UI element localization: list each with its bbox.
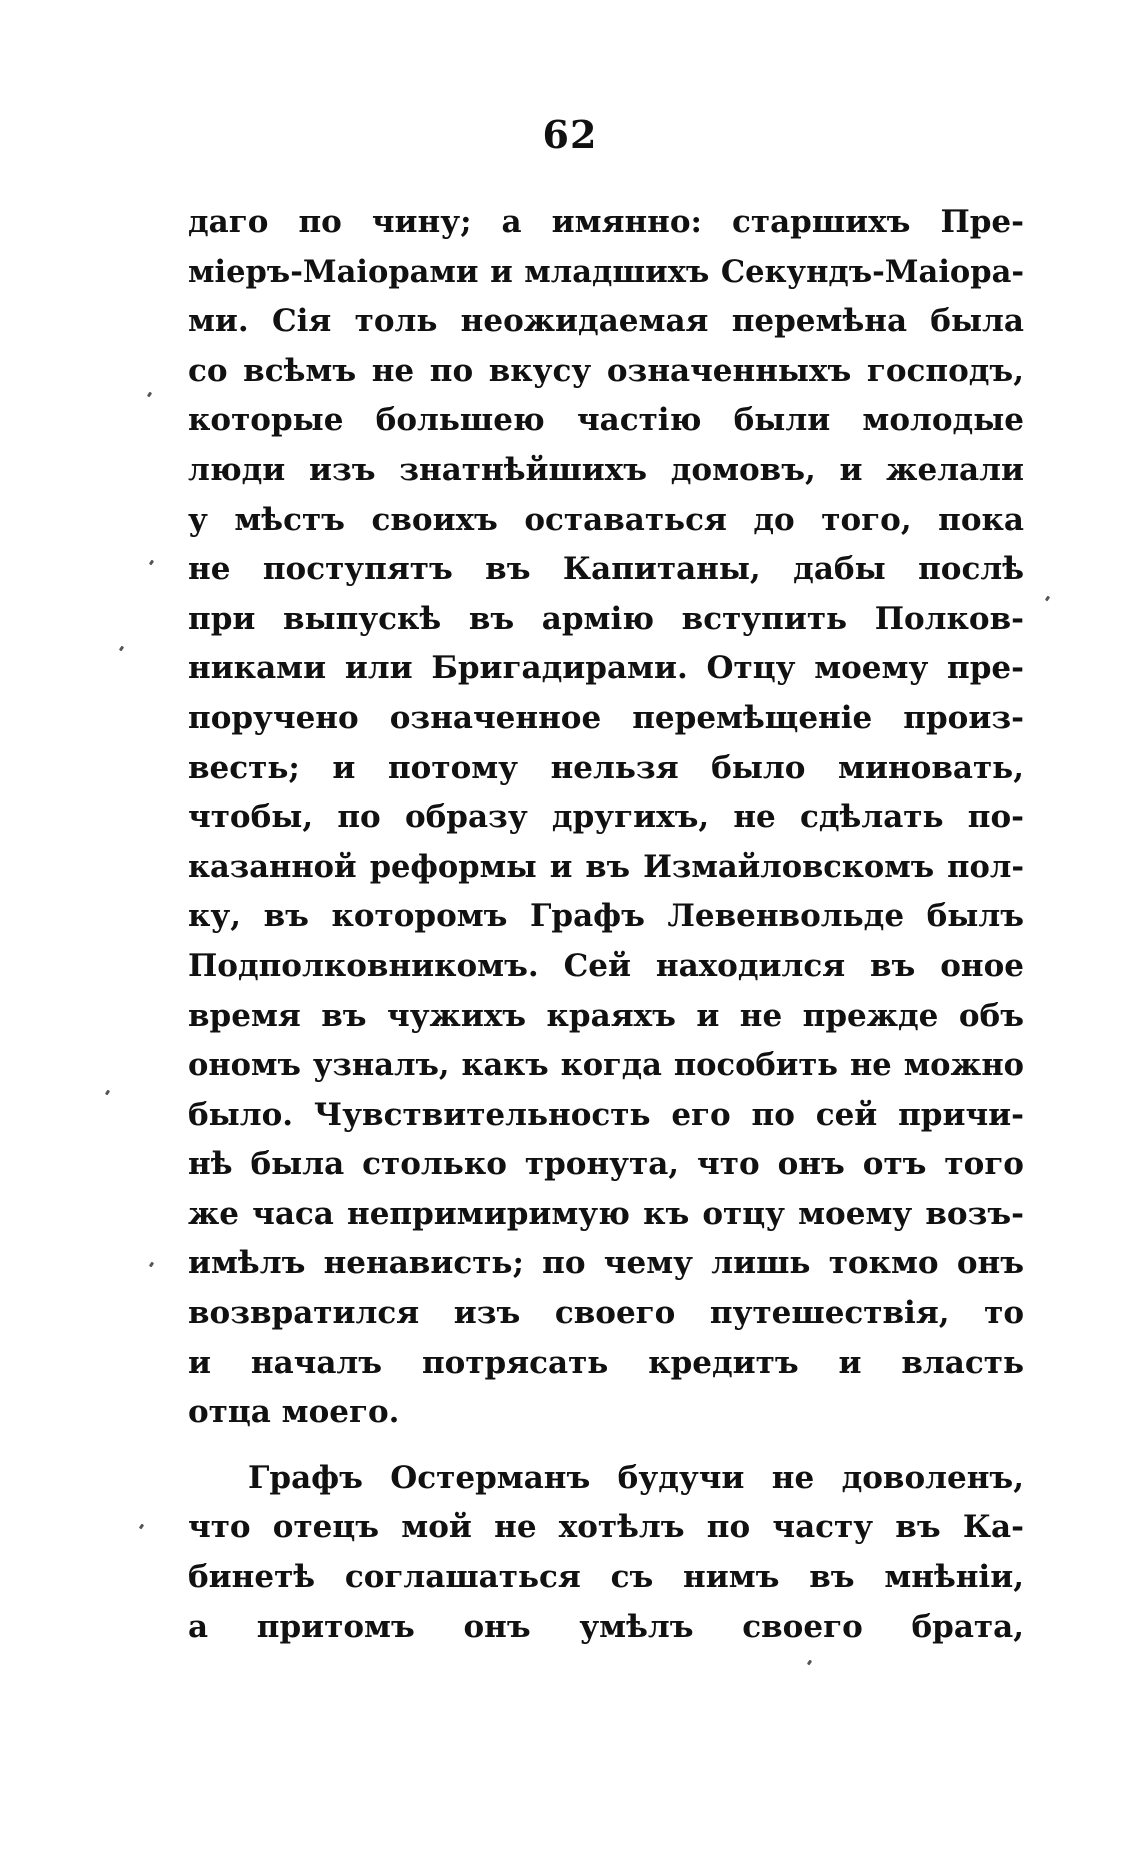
body-text bbox=[188, 198, 1024, 1652]
text-line: что отецъ мой не хотѣлъ по часту въ Ка- bbox=[188, 1509, 1024, 1546]
scan-speck bbox=[149, 560, 154, 566]
text-line: люди изъ знатнѣйшихъ домовъ, и желали bbox=[188, 451, 1024, 488]
scan-speck bbox=[807, 1660, 812, 1666]
text-line: Графъ Остерманъ будучи не доволенъ, bbox=[248, 1459, 1024, 1496]
page-number: 62 bbox=[542, 112, 598, 157]
text-line: не поступятъ въ Капитаны, дабы послѣ bbox=[188, 551, 1024, 588]
text-line: даго по чину; а имянно: старшихъ Пре- bbox=[188, 204, 1024, 240]
text-line: со всѣмъ не по вкусу означенныхъ господъ, bbox=[188, 352, 1024, 389]
scan-speck bbox=[149, 1262, 154, 1268]
text-line: которые большею частію были молодые bbox=[188, 402, 1024, 439]
text-line: чтобы, по образу другихъ, не сдѣлать по- bbox=[188, 799, 1024, 836]
scan-speck bbox=[105, 1090, 110, 1096]
text-line: имѣлъ ненависть; по чему лишь токмо онъ bbox=[188, 1245, 1024, 1282]
scan-speck bbox=[147, 392, 152, 398]
text-line: у мѣстъ своихъ оставаться до того, пока bbox=[188, 501, 1024, 538]
text-line: никами или Бригадирами. Отцу моему пре- bbox=[188, 650, 1024, 687]
text-line: отца моего. bbox=[188, 1394, 400, 1431]
text-line: Подполковникомъ. Сей находился въ оное bbox=[188, 947, 1024, 984]
text-line: время въ чужихъ краяхъ и не прежде объ bbox=[188, 997, 1024, 1034]
paragraph-spacer bbox=[188, 1438, 1024, 1454]
text-line: ку, въ которомъ Графъ Левенвольде былъ bbox=[188, 898, 1024, 935]
text-line: при выпускѣ въ армію вступить Полков- bbox=[188, 600, 1024, 637]
text-line: возвратился изъ своего путешествія, то bbox=[188, 1295, 1024, 1332]
text-line: казанной реформы и въ Измайловскомъ пол- bbox=[188, 848, 1024, 885]
paragraph bbox=[188, 198, 1024, 1438]
text-line: же часа непримиримую къ отцу моему возъ- bbox=[188, 1195, 1024, 1232]
text-line: ономъ узналъ, какъ когда пособить не можно bbox=[188, 1047, 1024, 1084]
text-line: бинетѣ соглашаться съ нимъ въ мнѣніи, bbox=[188, 1559, 1024, 1596]
text-line: ми. Сія толь неожидаемая перемѣна была bbox=[188, 303, 1024, 340]
text-line: нѣ была столько тронута, что онъ отъ того bbox=[188, 1146, 1024, 1183]
scan-speck bbox=[119, 646, 124, 652]
text-line: и началъ потрясать кредитъ и власть bbox=[188, 1344, 1024, 1381]
text-line: міеръ-Маіорами и младшихъ Секундъ-Маіора- bbox=[188, 253, 1024, 290]
text-line: поручено означенное перемѣщеніе произ- bbox=[188, 699, 1024, 736]
text-line: было. Чувствительность его по сей причи- bbox=[188, 1096, 1024, 1133]
text-line: а притомъ онъ умѣлъ своего брата, bbox=[188, 1608, 1024, 1645]
text-line: весть; и потому нельзя было миновать, bbox=[188, 749, 1024, 786]
scan-speck bbox=[139, 1524, 144, 1530]
scan-speck bbox=[1045, 596, 1050, 602]
paragraph bbox=[188, 1454, 1024, 1652]
